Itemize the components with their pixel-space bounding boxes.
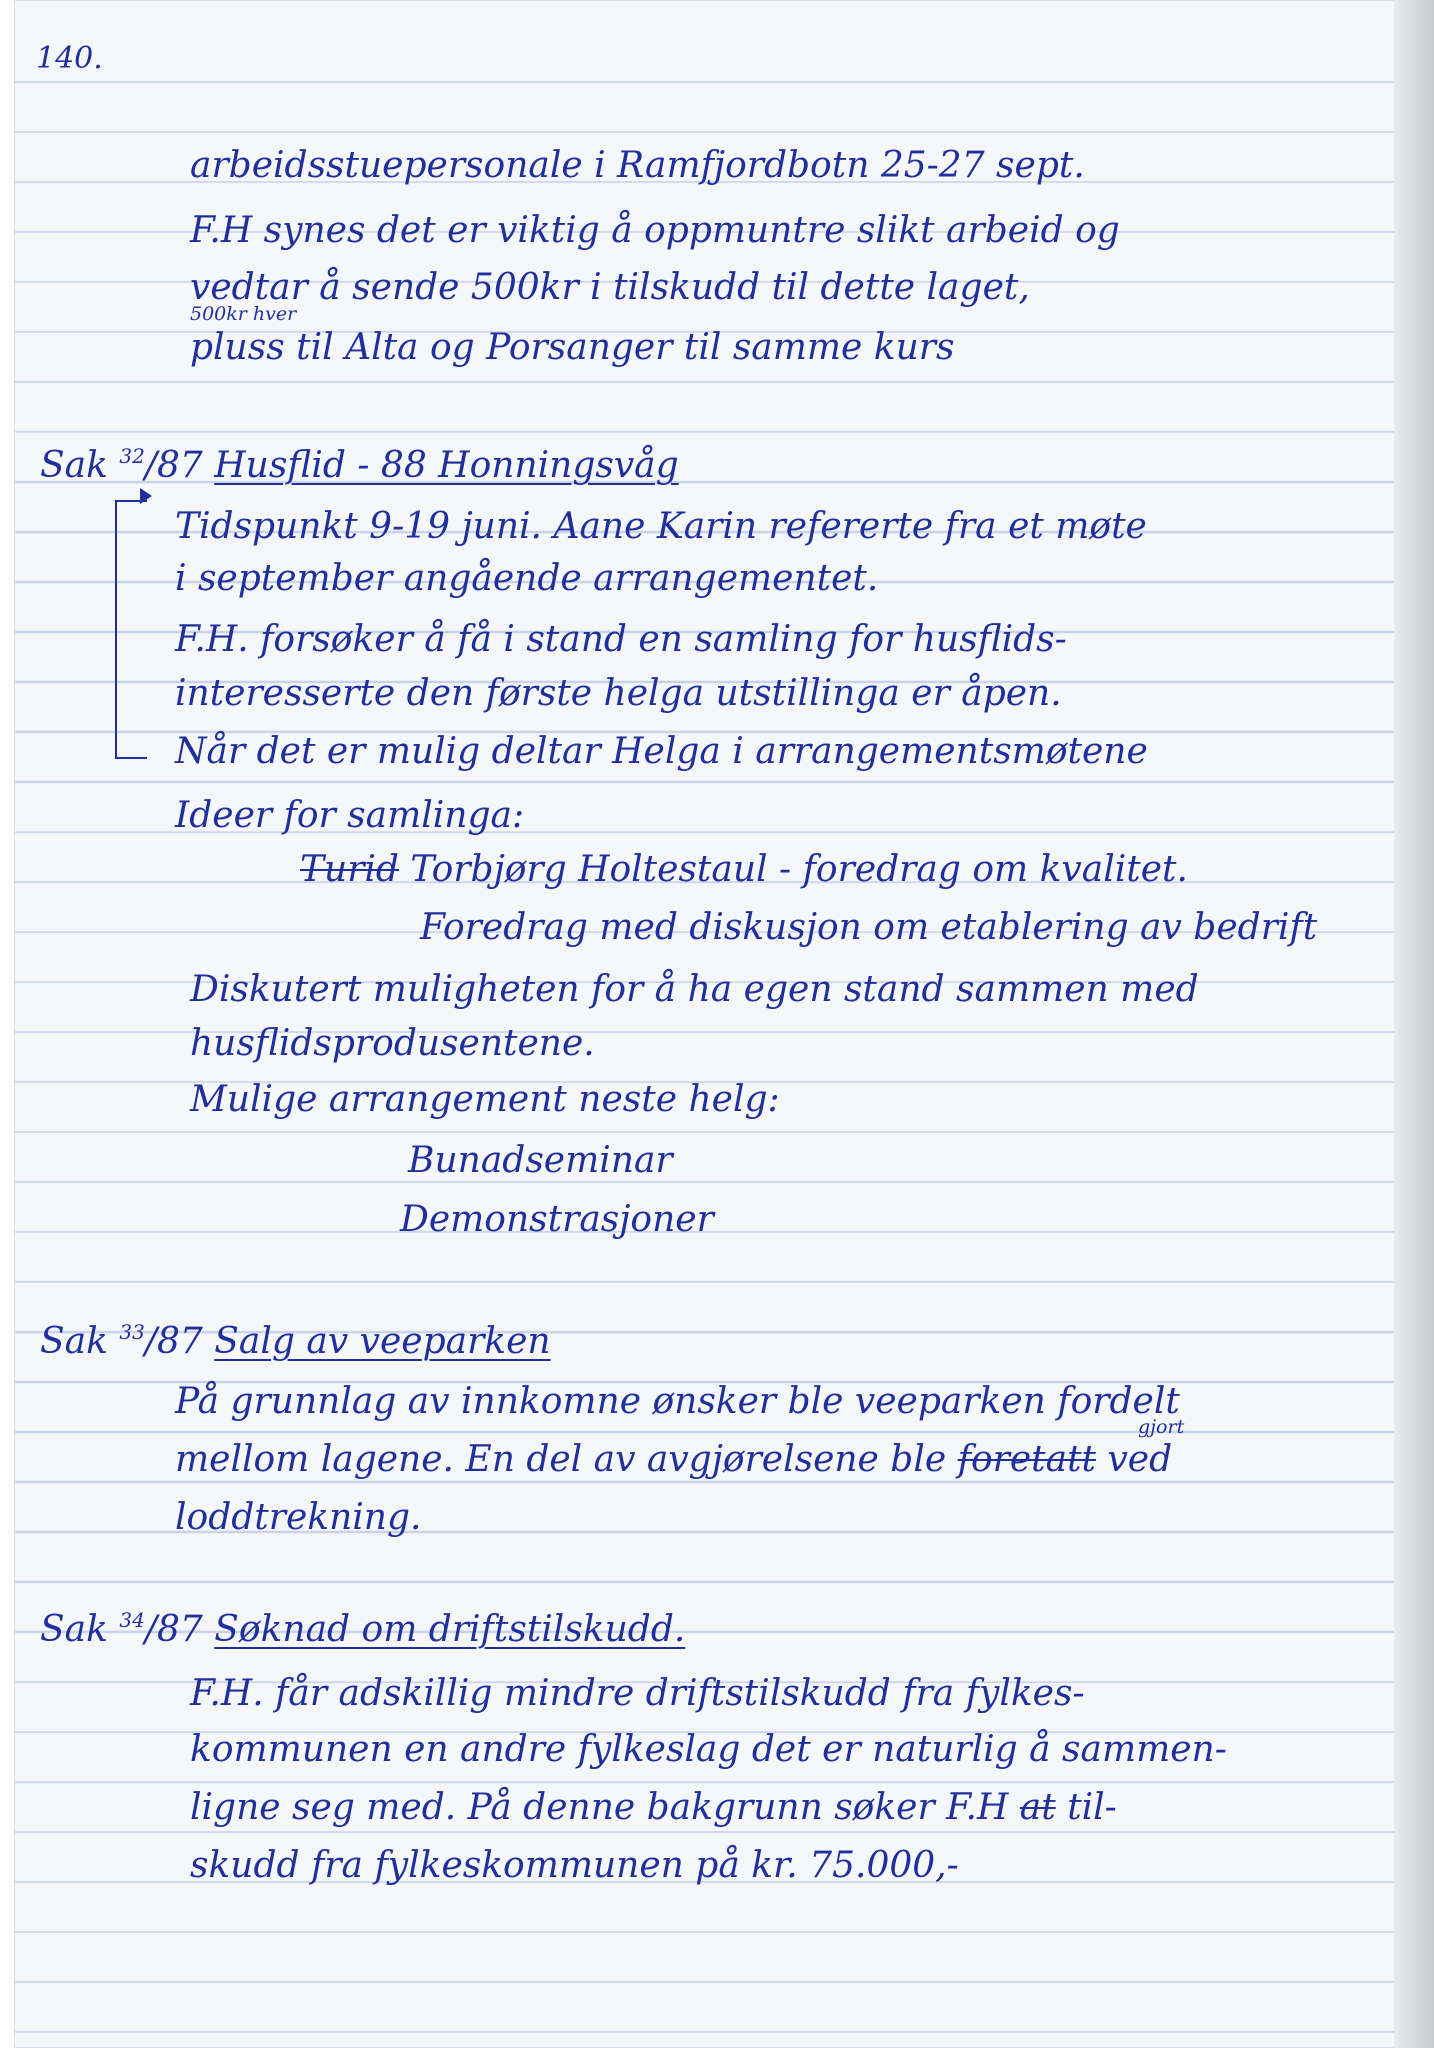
- bracket-arrow-icon: [140, 488, 152, 504]
- page-number: 140.: [36, 41, 103, 76]
- section-heading-sak-32: Sak $^{32}$/87 Husflid - 88 Honningsvåg: [40, 444, 679, 486]
- insertion-gjort: gjort: [1138, 1416, 1185, 1438]
- text-line-04: pluss til Alta og Porsanger til samme kurs: [190, 327, 955, 368]
- text-line-21: F.H. får adskillig mindre driftstilskudd fra fylkes-: [190, 1673, 1085, 1714]
- struck-word-at: at: [1019, 1787, 1056, 1828]
- text-line-09: Når det er mulig deltar Helga i arrangementsmøtene: [175, 731, 1148, 772]
- margin-bracket: [115, 500, 147, 759]
- text-line-01: arbeidsstuepersonale i Ramfjordbotn 25-27 sept.: [190, 145, 1085, 186]
- text-line-02: F.H synes det er viktig å oppmuntre slikt arbeid og: [190, 210, 1120, 251]
- text-line-08: interesserte den første helga utstillinga er åpen.: [175, 673, 1062, 714]
- text-line-12: Foredrag med diskusjon om etablering av bedrift: [420, 907, 1318, 948]
- text-line-07: F.H. forsøker å få i stand en samling for husflids-: [175, 619, 1067, 660]
- struck-word-foretatt: foretatt: [957, 1439, 1096, 1480]
- text-line-15: Mulige arrangement neste helg:: [190, 1079, 780, 1120]
- page-edge: [1394, 0, 1434, 2048]
- section-heading-sak-34: Sak $^{34}$/87 Søknad om driftstilskudd.: [40, 1608, 686, 1650]
- text-line-17: Demonstrasjoner: [400, 1199, 714, 1240]
- insertion-500kr-hver: 500kr hver: [190, 303, 297, 325]
- text-line-24: skudd fra fylkeskommunen på kr. 75.000,-: [190, 1845, 959, 1886]
- struck-word-turid: Turid: [300, 849, 399, 890]
- text-line-03: vedtar å sende 500kr i tilskudd til dette laget,: [190, 267, 1030, 308]
- text-line-13: Diskutert muligheten for å ha egen stand sammen med: [190, 969, 1199, 1010]
- section-heading-sak-33: Sak $^{33}$/87 Salg av veeparken: [40, 1320, 551, 1362]
- text-line-18: På grunnlag av innkomne ønsker ble veeparken fordelt: [175, 1381, 1180, 1422]
- text-line-23: ligne seg med. På denne bakgrunn søker F.H at til-: [190, 1787, 1117, 1828]
- text-line-22: kommunen en andre fylkeslag det er naturlig å sammen-: [190, 1729, 1227, 1770]
- text-line-20: loddtrekning.: [175, 1497, 422, 1538]
- text-line-16: Bunadseminar: [408, 1140, 673, 1181]
- text-line-05: Tidspunkt 9-19 juni. Aane Karin refererte fra et møte: [175, 506, 1147, 547]
- text-line-06: i september angående arrangementet.: [175, 558, 879, 599]
- text-line-10: Ideer for samlinga:: [175, 795, 525, 836]
- text-line-11: Turid Torbjørg Holtestaul - foredrag om kvalitet.: [300, 849, 1188, 890]
- text-line-19: mellom lagene. En del av avgjørelsene ble foretatt ved: [175, 1439, 1173, 1480]
- text-line-14: husflidsprodusentene.: [190, 1023, 595, 1064]
